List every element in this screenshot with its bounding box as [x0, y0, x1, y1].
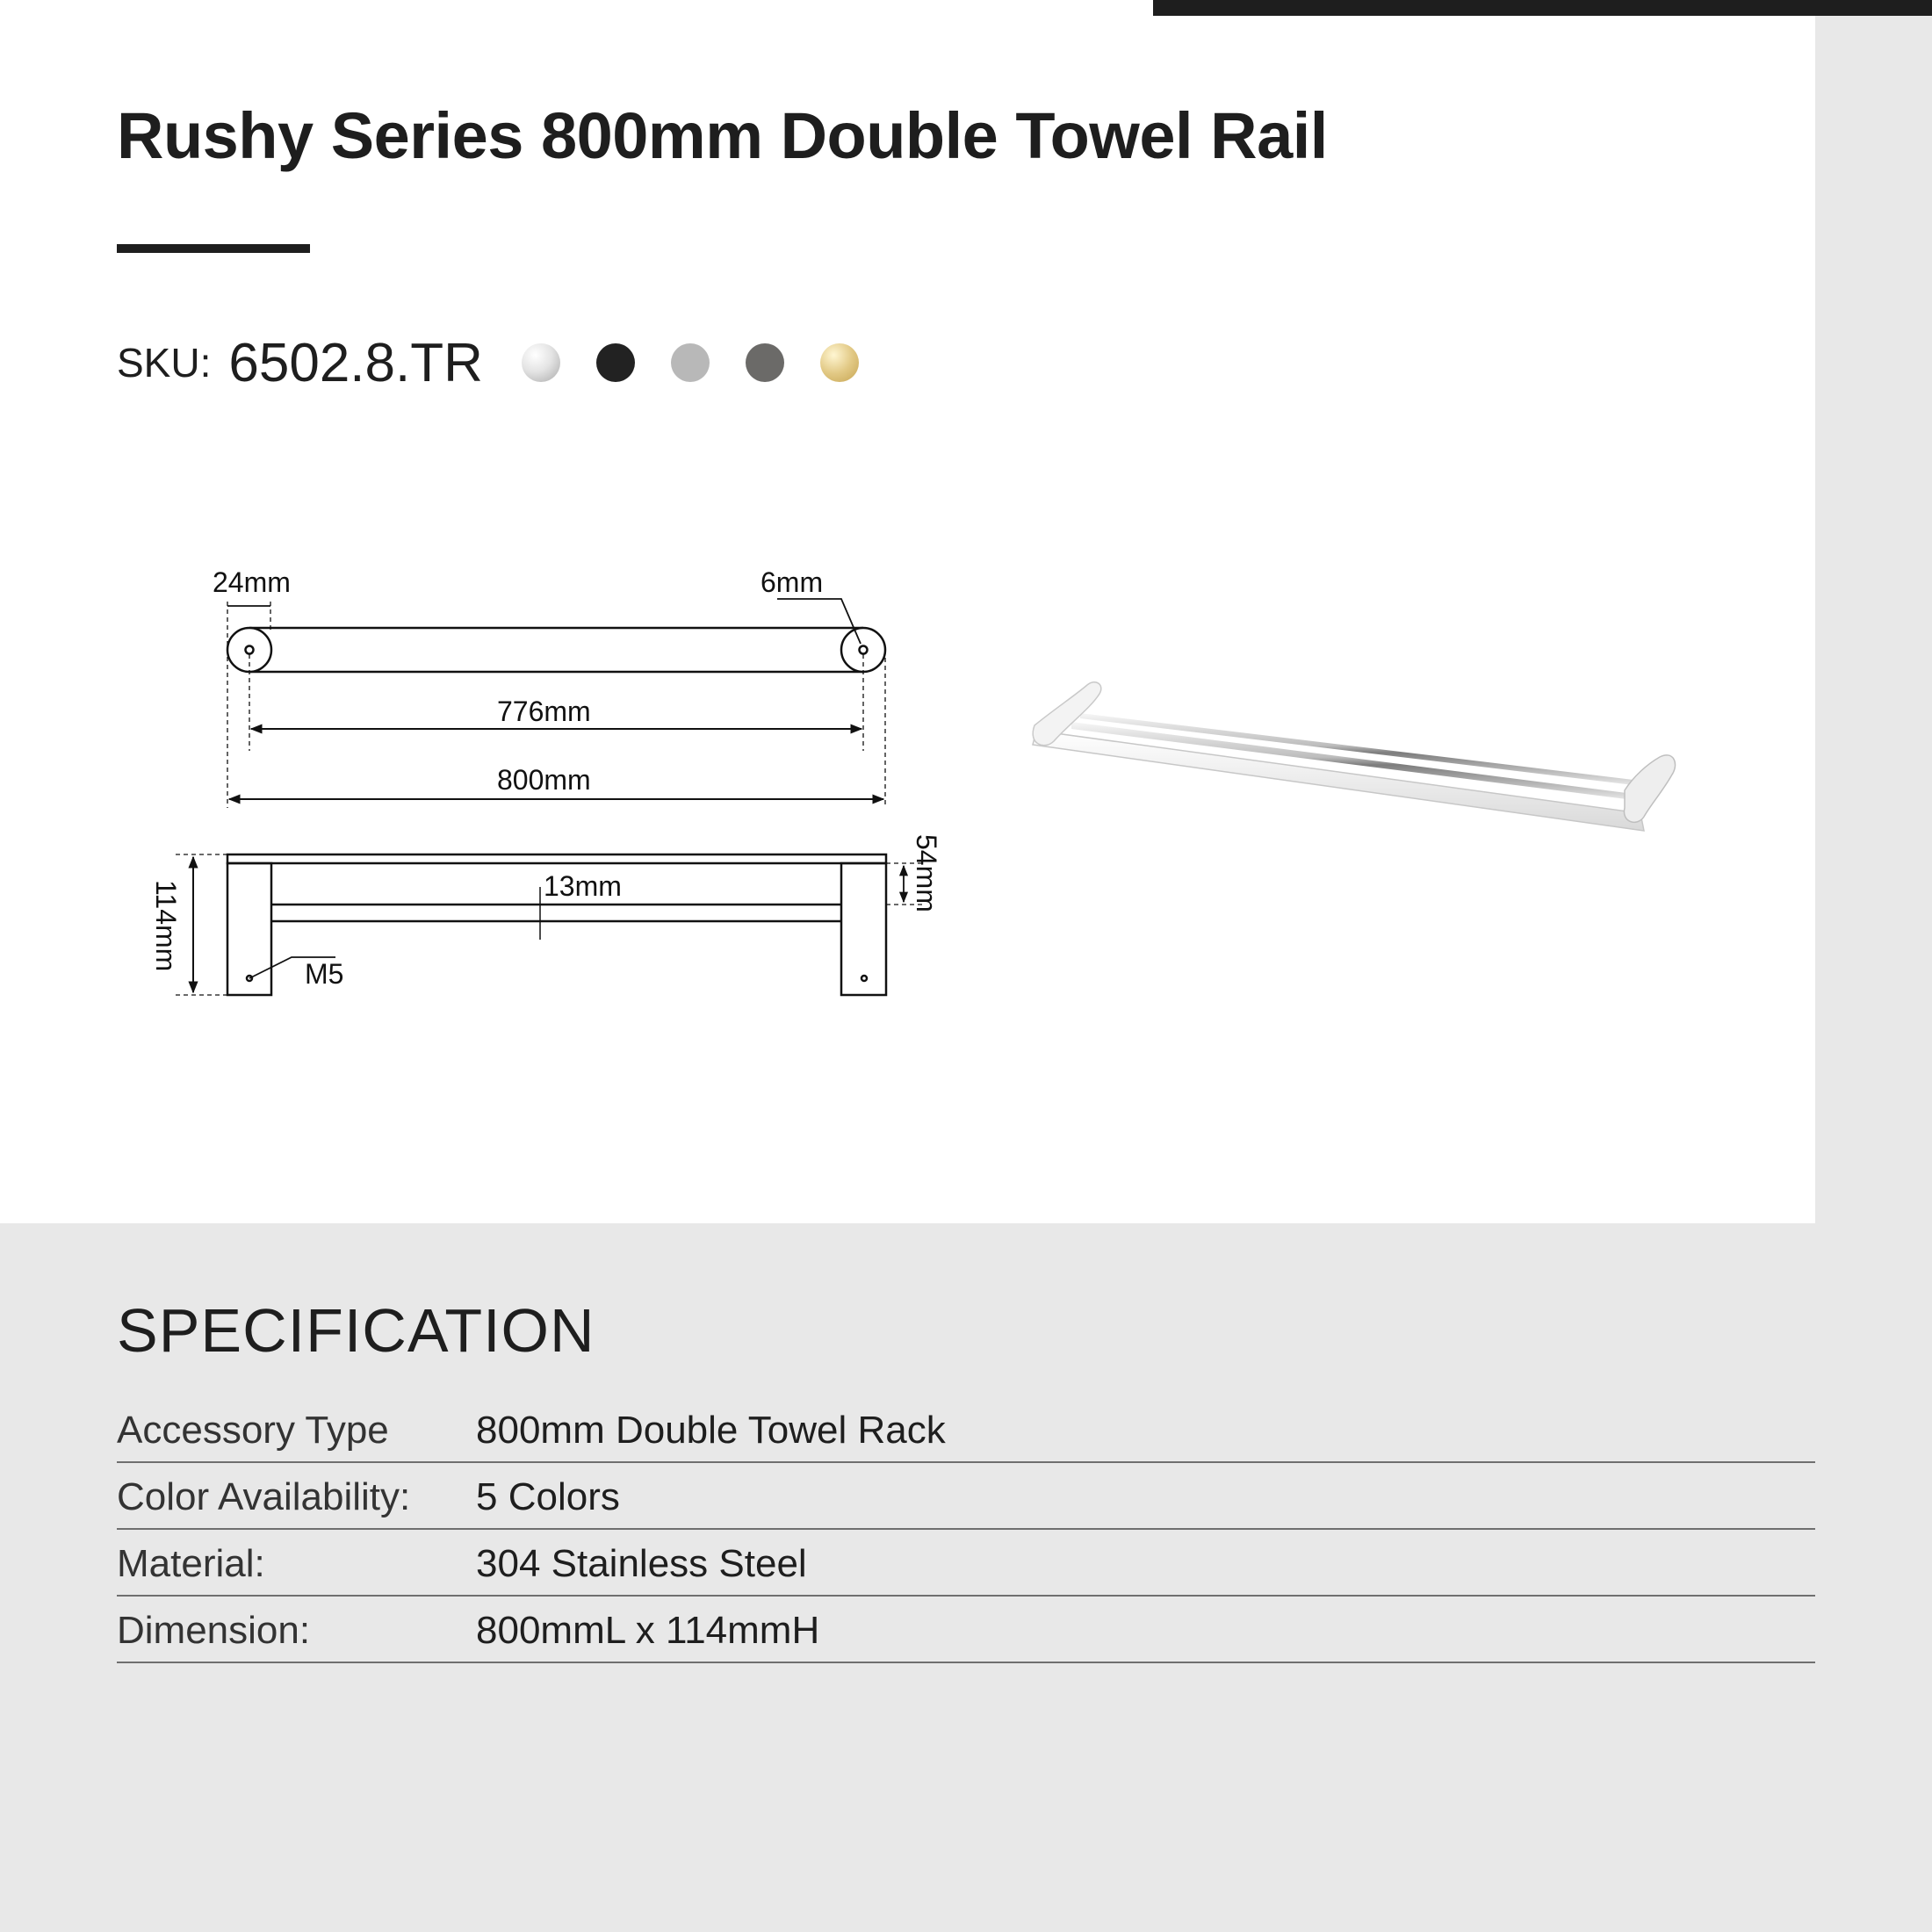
spec-label: Color Availability: — [117, 1475, 411, 1518]
spec-value: 800mm Double Towel Rack — [476, 1409, 946, 1452]
dim-label-776mm: 776mm — [497, 696, 591, 727]
brushed-nickel-swatch[interactable] — [671, 343, 710, 382]
black-swatch[interactable] — [596, 343, 635, 382]
spec-value: 304 Stainless Steel — [476, 1542, 807, 1585]
top-accent-bar — [1153, 0, 1932, 16]
specification-heading: SPECIFICATION — [117, 1296, 595, 1365]
dim-label-13mm: 13mm — [544, 870, 622, 902]
spec-row-color-availability — [117, 1463, 1815, 1530]
spec-value: 800mmL x 114mmH — [476, 1609, 820, 1652]
spec-table — [117, 1396, 1815, 1663]
spec-label: Material: — [117, 1542, 265, 1585]
sku-row — [117, 332, 895, 393]
spec-row-material — [117, 1530, 1815, 1597]
spec-row-accessory-type — [117, 1396, 1815, 1463]
sku-value: 6502.8.TR — [228, 332, 483, 393]
spec-label: Accessory Type — [117, 1409, 389, 1452]
gunmetal-swatch[interactable] — [746, 343, 784, 382]
page-title: Rushy Series 800mm Double Towel Rail — [117, 99, 1328, 172]
product-photo — [1019, 667, 1686, 878]
chrome-swatch[interactable] — [522, 343, 560, 382]
dim-label-54mm: 54mm — [911, 834, 942, 912]
title-divider — [117, 244, 310, 253]
technical-drawing — [132, 544, 957, 1019]
dim-label-m5: M5 — [305, 958, 344, 990]
spec-value: 5 Colors — [476, 1475, 620, 1518]
dim-label-24mm: 24mm — [213, 566, 291, 598]
dim-label-114mm: 114mm — [150, 880, 182, 972]
dim-label-800mm: 800mm — [497, 764, 591, 796]
spec-row-dimension — [117, 1597, 1815, 1663]
dim-label-6mm: 6mm — [761, 566, 824, 598]
spec-label: Dimension: — [117, 1609, 311, 1652]
sku-label: SKU: — [117, 340, 212, 386]
brushed-gold-swatch[interactable] — [820, 343, 859, 382]
